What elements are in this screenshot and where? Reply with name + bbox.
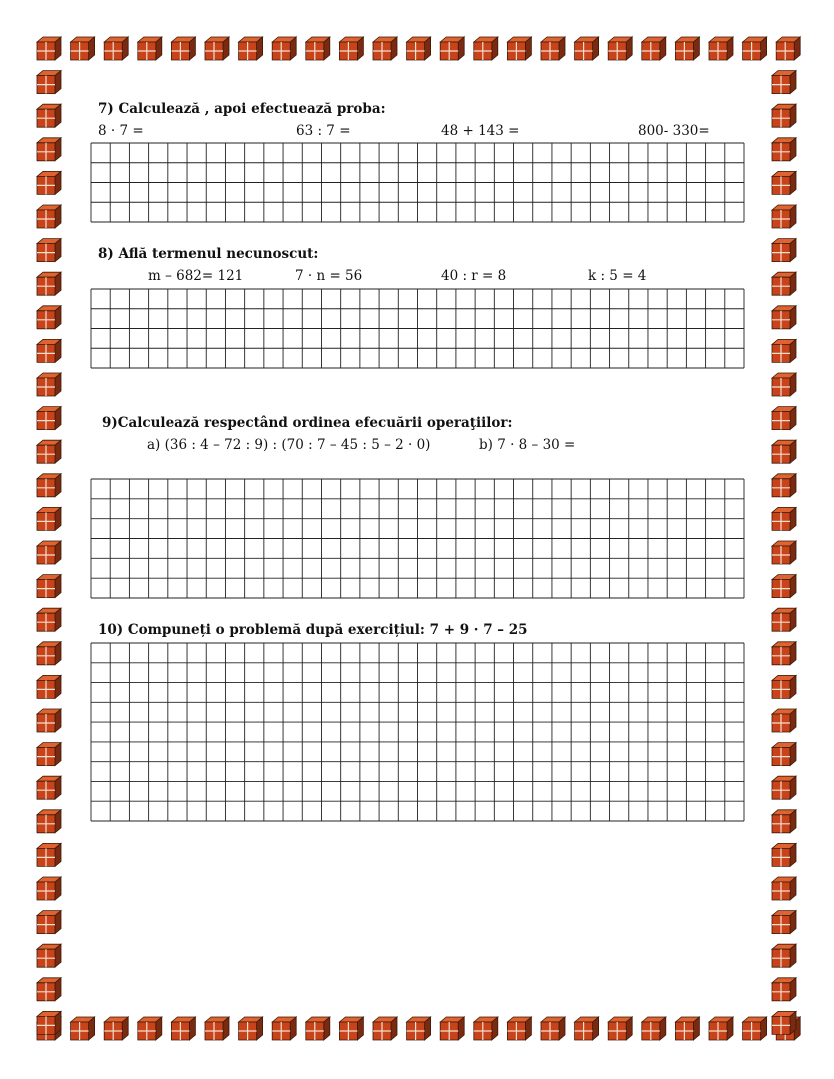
brick-cube-icon [772,541,796,564]
exercise-7-answer-grid[interactable] [90,142,745,223]
brick-cube-icon [772,205,796,228]
brick-cube-icon [37,306,61,329]
brick-cube-icon [772,608,796,631]
brick-cube-icon [37,776,61,799]
brick-cube-icon [772,877,796,900]
brick-cube-icon [37,843,61,866]
brick-cube-icon [37,978,61,1001]
brick-cube-icon [772,843,796,866]
brick-cube-icon [642,37,666,60]
brick-cube-icon [772,171,796,194]
brick-cube-icon [37,575,61,598]
brick-cube-icon [575,1017,599,1040]
brick-cube-icon [772,339,796,362]
brick-cube-icon [772,407,796,430]
brick-cube-icon [743,1017,767,1040]
brick-cube-icon [772,810,796,833]
exercise-8-title: 8) Află termenul necunoscut: [98,246,319,262]
brick-cube-icon [772,272,796,295]
brick-cube-icon [272,1017,296,1040]
brick-cube-icon [772,138,796,161]
brick-cube-icon [772,675,796,698]
brick-cube-icon [37,743,61,766]
exercise-8-answer-grid[interactable] [90,288,745,369]
brick-cube-icon [541,1017,565,1040]
brick-cube-icon [675,37,699,60]
exercise-7-item-4: 800- 330= [638,123,710,139]
brick-cube-icon [772,944,796,967]
brick-cube-icon [306,37,330,60]
brick-cube-icon [37,675,61,698]
brick-cube-icon [772,373,796,396]
brick-cube-icon [37,104,61,127]
brick-cube-icon [37,373,61,396]
exercise-7-item-3: 48 + 143 = [441,123,520,139]
brick-cube-icon [37,810,61,833]
brick-cube-icon [772,507,796,530]
brick-cube-icon [772,911,796,934]
brick-cube-icon [37,339,61,362]
brick-cube-icon [575,37,599,60]
brick-cube-icon [37,944,61,967]
brick-cube-icon [37,911,61,934]
exercise-8-item-2: 7 · n = 56 [295,268,363,284]
brick-cube-icon [772,709,796,732]
brick-cube-icon [71,1017,95,1040]
exercise-10-answer-grid[interactable] [90,642,745,822]
brick-cube-icon [407,37,431,60]
brick-cube-icon [507,37,531,60]
brick-cube-icon [772,239,796,262]
brick-cube-icon [37,1011,61,1034]
brick-cube-icon [675,1017,699,1040]
brick-cube-icon [608,1017,632,1040]
exercise-8-item-4: k : 5 = 4 [588,268,647,284]
exercise-7-item-2: 63 : 7 = [296,123,351,139]
brick-cube-icon [776,37,800,60]
brick-cube-icon [37,709,61,732]
brick-cube-icon [709,1017,733,1040]
brick-cube-icon [772,474,796,497]
brick-cube-icon [541,37,565,60]
brick-cube-icon [772,575,796,598]
brick-cube-icon [772,1011,796,1034]
brick-cube-icon [306,1017,330,1040]
brick-cube-icon [608,37,632,60]
brick-cube-icon [772,440,796,463]
brick-cube-icon [37,474,61,497]
brick-cube-icon [37,239,61,262]
brick-cube-icon [772,978,796,1001]
brick-cube-icon [171,37,195,60]
brick-cube-icon [339,37,363,60]
exercise-10-title: 10) Compuneți o problemă după exercițiul: 7 + 9 · 7 – 25 [98,622,528,638]
brick-cube-icon [138,37,162,60]
brick-cube-icon [474,1017,498,1040]
brick-cube-icon [239,37,263,60]
brick-cube-icon [37,877,61,900]
brick-cube-icon [440,37,464,60]
brick-cube-icon [37,171,61,194]
brick-cube-icon [709,37,733,60]
brick-cube-icon [104,37,128,60]
brick-cube-icon [772,306,796,329]
brick-cube-icon [772,104,796,127]
brick-cube-icon [205,37,229,60]
brick-cube-icon [37,440,61,463]
exercise-9-title: 9)Calculează respectând ordinea efecuării operaţiilor: [102,415,513,431]
exercise-7-item-1: 8 · 7 = [98,123,144,139]
exercise-8-item-3: 40 : r = 8 [441,268,507,284]
brick-cube-icon [772,642,796,665]
brick-cube-icon [339,1017,363,1040]
exercise-7-title: 7) Calculează , apoi efectuează proba: [98,101,386,117]
brick-cube-icon [37,407,61,430]
brick-cube-icon [37,37,61,60]
brick-cube-icon [37,541,61,564]
brick-cube-icon [239,1017,263,1040]
brick-cube-icon [37,272,61,295]
brick-cube-icon [37,205,61,228]
brick-cube-icon [373,1017,397,1040]
brick-cube-icon [440,1017,464,1040]
brick-cube-icon [407,1017,431,1040]
brick-cube-icon [205,1017,229,1040]
brick-cube-icon [104,1017,128,1040]
brick-cube-icon [37,642,61,665]
brick-cube-icon [772,776,796,799]
brick-cube-icon [37,71,61,94]
brick-cube-icon [772,71,796,94]
exercise-9-item-a: a) (36 : 4 – 72 : 9) : (70 : 7 – 45 : 5 – 2 · 0) [147,437,431,453]
brick-cube-icon [373,37,397,60]
brick-cube-icon [474,37,498,60]
exercise-8-item-1: m – 682= 121 [148,268,244,284]
exercise-9-answer-grid[interactable] [90,478,745,599]
brick-cube-icon [37,138,61,161]
brick-cube-icon [743,37,767,60]
brick-cube-icon [772,743,796,766]
brick-cube-icon [272,37,296,60]
brick-cube-icon [642,1017,666,1040]
brick-cube-icon [37,507,61,530]
brick-cube-icon [138,1017,162,1040]
brick-cube-icon [71,37,95,60]
brick-cube-icon [37,608,61,631]
brick-cube-icon [171,1017,195,1040]
brick-cube-icon [507,1017,531,1040]
exercise-9-item-b: b) 7 · 8 – 30 = [479,437,576,453]
